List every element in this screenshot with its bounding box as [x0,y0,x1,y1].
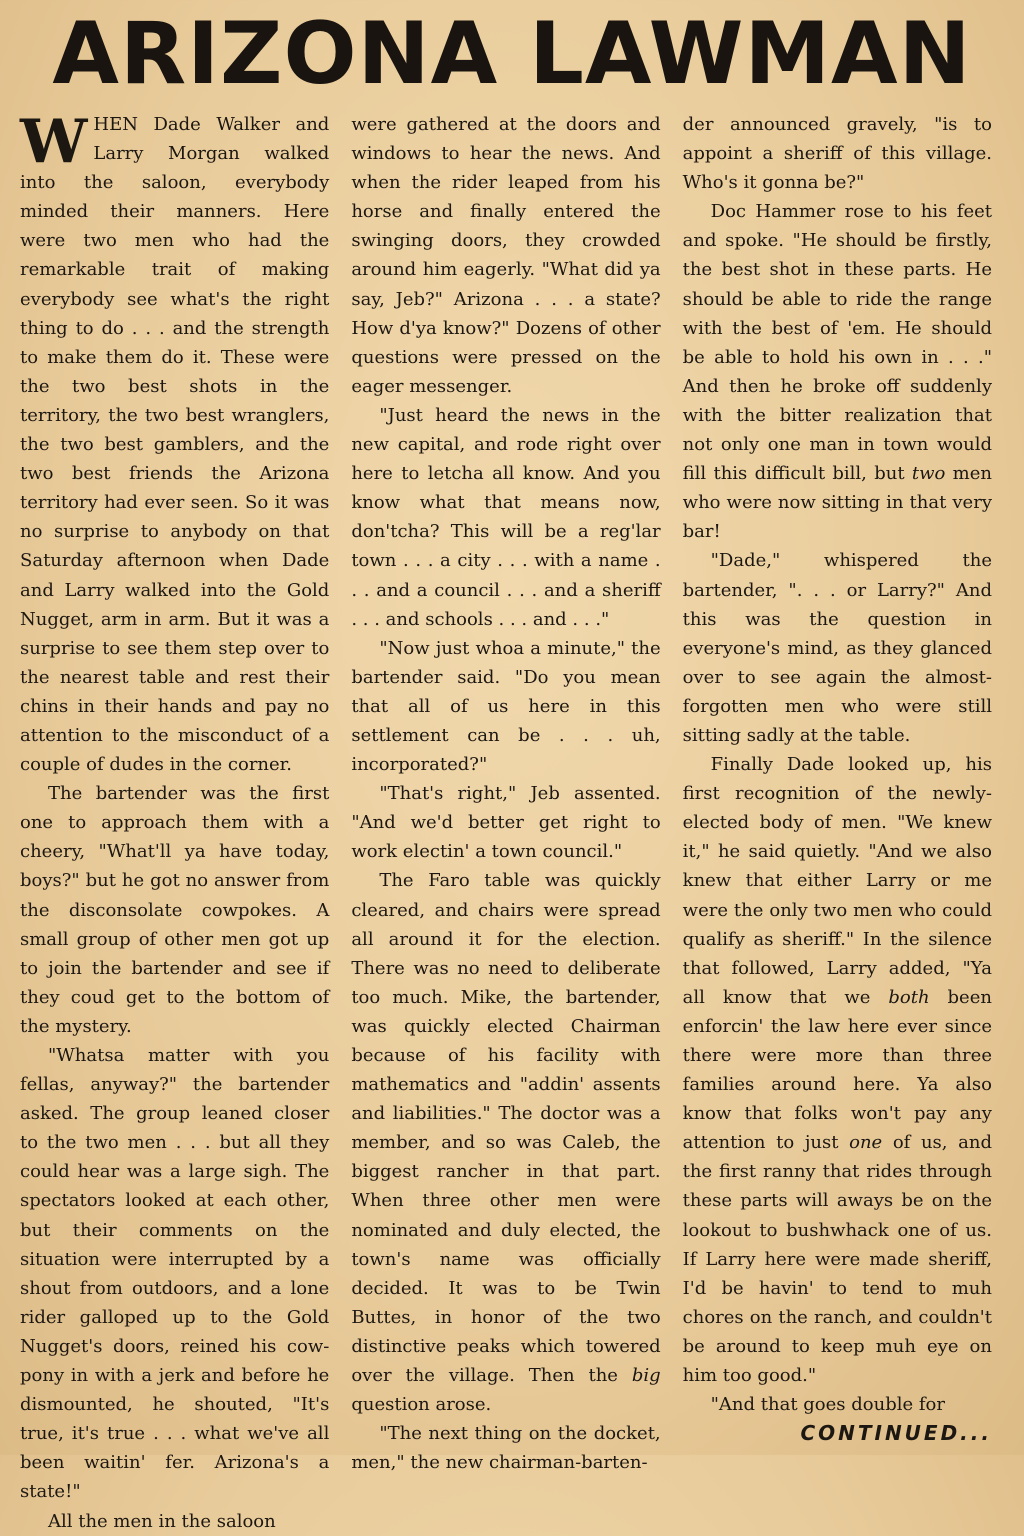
paragraph-text: HEN Dade Walker and Larry Morgan walked into the saloon, everybody minded their manners. Here were two men who had the remarkable trait of making everybody see what's the right thing to do . . . and the strength to make them do it. These were the two best shots in the territory, the two best wranglers, the two best gamblers, and the two best friends the Arizona territory had ever seen. So it was no surprise to anybody on that Saturday afternoon when Dade and Larry walked into the Gold Nugget, arm in arm. But it was a surprise to see them step over to the nearest table and rest their chins in their hands and pay no attention to the misconduct of a couple of dudes in the corner. [20,114,330,776]
paragraph-text: The Faro table was quickly cleared, and chairs were spread all around it for the election. There was no need to deliberate too much. Mike, the bartender, was quickly elected Chairman because of his facility with mathematics and "addin' assents and liabilities." The doctor was a member, and so was Caleb, the biggest rancher in that part. When three other men were nominated and duly elected, the town's name was officially decided. It was to be Twin Buttes, in honor of the two distinctive peaks which towered over the village. Then the [351,870,661,1387]
paragraph-text: Finally Dade looked up, his first recognition of the newly-elected body of men. "We knew it," he said quietly. "And we also knew that either Larry or me were the only two men who could qualify as sheriff." In the silence that followed, Larry added, "Ya all know that we [682,754,992,1008]
column-1 [20,107,330,1532]
paragraph: "Now just whoa a minute," the bartender said. "Do you mean that all of us here in this settlement can be . . . uh, incorporated?" [351,637,661,776]
paragraph-text: Doc Hammer rose to his feet and spoke. "He should be firstly, the best shot in these parts. He should be able to ride the range with the best of 'em. He should be able to hold his own in . . ." And then he broke off suddenly with the bitter realization that not only one man in town would fill this difficult bill, but [682,201,992,485]
story-body [20,107,992,1532]
paragraph [683,750,992,1390]
paragraph: "Whatsa matter with you fellas, anyway?" the bartender asked. The group leaned closer to the two men . . . but all they could hear was a large sigh. The spectators looked at each other, but their comments on the situation were interrupted by a shout from outdoors, and a lone rider galloped up to the Gold Nugget's doors, reined his cow-pony in with a jerk and before he dismounted, he shouted, "It's true, it's true . . . what we've all been waitin' fer. Arizona's a state!" [20,1045,330,1503]
column-3 [682,110,992,1446]
emphasis: two [911,463,946,485]
paragraph-text: of us, and the first ranny that rides through these parts will aways be on the lookout to bushwhack one of us. If Larry here were made sheriff, I'd be havin' to tend to muh chores on the ranch, and couldn't be around to keep muh eye on him too good." [682,1132,992,1387]
paragraph: The bartender was the first one to approach them with a cheery, "What'll ya have today, boys?" but he got no answer from the disconsolate cowpokes. A small group of other men got up to join the bartender and see if they coud get to the bottom of the mystery. [20,783,330,1037]
paragraph-text: been enforcin' the law here ever since there were more than three families around here. Ya also know that folks won't pay any attention to just [682,986,992,1154]
paragraph [683,197,992,546]
paragraph: "Dade," whispered the bartender, ". . . or Larry?" And this was the question in everyone's mind, as they glanced over to see again the almost-forgotten men who were still sitting sadly at the table. [682,550,992,746]
paragraph [351,866,660,1419]
paragraph [20,107,330,779]
story-title: ARIZONA LAWMAN [52,4,972,104]
paragraph: "The next thing on the docket, men," the new chairman-barten- [351,1423,661,1474]
emphasis: one [849,1132,883,1154]
paragraph: "Just heard the news in the new capital, and rode right over here to letcha all know. And you know what that means now, don'tcha? This will be a reg'lar town . . . a city . . . with a name . . . and a council . . . and a sheriff . . . and schools . . . and . . ." [351,404,661,630]
paragraph: der announced gravely, "is to appoint a sheriff of this village. Who's it gonna be?" [682,114,992,194]
paragraph: "That's right," Jeb assented. "And we'd better get right to work electin' a town council." [351,783,661,863]
emphasis: both [888,986,930,1008]
column-2 [351,110,661,1474]
paragraph-text: question arose. [351,1394,492,1416]
paragraph: All the men in the saloon [48,1510,276,1532]
continued-label: CONTINUED... [800,1421,992,1446]
paragraph-text: men who were now sitting in that very bar! [682,463,992,543]
emphasis: big [631,1365,661,1387]
paragraph: "And that goes double for [710,1394,945,1416]
drop-cap: W [20,107,88,177]
paragraph: were gathered at the doors and windows to hear the news. And when the rider leaped from his horse and finally entered the swinging doors, they crowded around him eagerly. "What did ya say, Jeb?" Arizona . . . a state? How d'ya know?" Dozens of other questions were pressed on the eager messenger. [351,114,661,397]
